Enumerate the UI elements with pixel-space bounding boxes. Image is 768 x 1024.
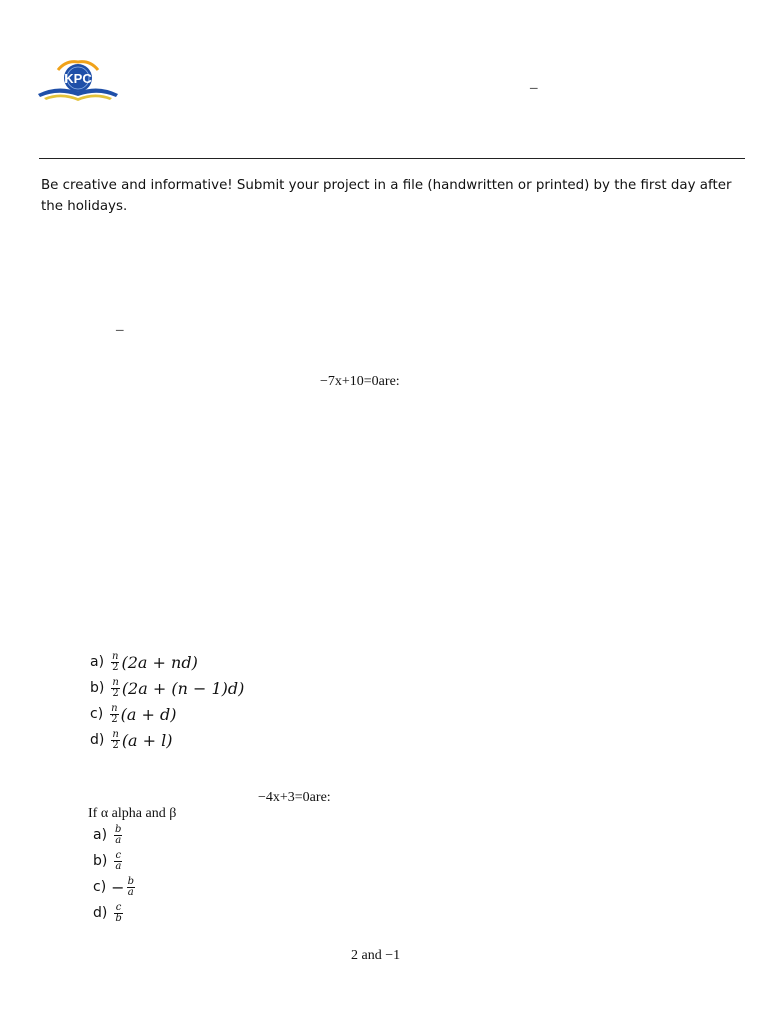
fraction: $\frac{n}{2}$	[112, 676, 119, 699]
option-label: d)	[93, 905, 108, 921]
option-a[interactable]	[93, 822, 137, 848]
option-formula	[112, 825, 124, 846]
option-d[interactable]	[93, 900, 137, 926]
svg-text:KPC: KPC	[64, 71, 92, 86]
fraction: $\frac{n}{2}$	[112, 728, 119, 751]
kpc-logo	[36, 60, 120, 104]
header-dash: –	[530, 80, 538, 96]
option-formula: $\frac{n}{2}$ (2a + nd)	[112, 650, 198, 673]
option-b[interactable]	[93, 848, 137, 874]
option-formula: − $\frac{b}{a}$	[111, 875, 134, 898]
intro-paragraph: Be creative and informative! Submit your project in a file (handwritten or printed) by the first day after the holidays.	[41, 178, 732, 214]
fraction: $\frac{b}{a}$	[127, 875, 134, 898]
option-formula: $\frac{n}{2}$ (a + d)	[111, 702, 177, 725]
option-label: a)	[93, 827, 108, 843]
option-label: a)	[90, 654, 105, 670]
option-b[interactable]	[90, 675, 244, 701]
fraction: $\frac{c}{a}$	[115, 849, 122, 872]
option-formula: $\frac{n}{2}$ (2a + (n − 1)d)	[112, 676, 245, 699]
sum-formula-options	[90, 649, 244, 753]
option-label: d)	[90, 732, 105, 748]
option-d[interactable]	[90, 727, 244, 753]
option-label: c)	[90, 706, 104, 722]
fraction: $\frac{b}{a}$	[115, 823, 122, 846]
option-label: c)	[93, 879, 107, 895]
stray-dash: –	[116, 322, 124, 338]
equation-fragment-1: −7x+10=0are:	[320, 374, 400, 389]
option-formula	[112, 903, 124, 924]
option-c[interactable]	[93, 874, 137, 900]
equation-fragment-2: −4x+3=0are:	[258, 790, 331, 805]
roots-fragment: 2 and −1	[351, 948, 401, 963]
option-formula	[112, 851, 124, 872]
header-divider	[39, 158, 745, 159]
fraction: $\frac{c}{b}$	[115, 901, 122, 924]
option-formula: $\frac{n}{2}$ (a + l)	[112, 728, 173, 751]
alpha-beta-fragment: If α alpha and β	[88, 806, 177, 821]
option-label: b)	[90, 680, 105, 696]
fraction: $\frac{n}{2}$	[112, 650, 119, 673]
option-c[interactable]	[90, 701, 244, 727]
product-roots-options	[93, 822, 137, 926]
kpc-logo-graphic	[36, 60, 120, 104]
option-label: b)	[93, 853, 108, 869]
option-a[interactable]	[90, 649, 244, 675]
fraction: $\frac{n}{2}$	[111, 702, 118, 725]
